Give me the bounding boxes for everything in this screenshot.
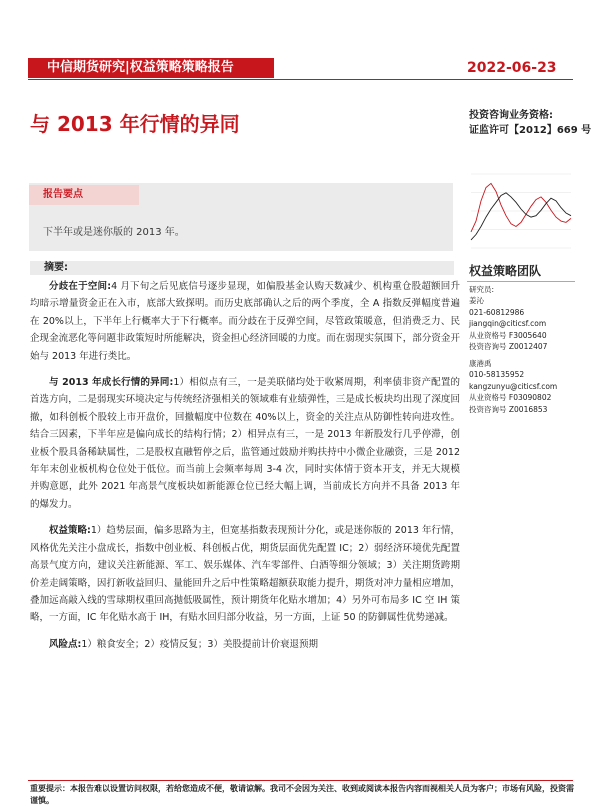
researcher-role: 研究员: [469, 285, 495, 294]
paragraph-2013-comparison [30, 374, 460, 513]
footer-divider [28, 780, 573, 781]
analyst-license: 从业资格号 F3005640 [469, 330, 547, 340]
paragraph-lead: 分歧在于空间: [49, 281, 112, 292]
analyst-name: 康港禹 [469, 359, 492, 368]
team-divider [467, 281, 575, 282]
report-title: 与 2013 年行情的异同 [30, 112, 240, 136]
summary-text: 下半年或是迷你版的 2013 年。 [43, 227, 185, 238]
paragraph-lead: 风险点: [49, 638, 82, 650]
abstract-label: 摘要: [30, 261, 454, 275]
analyst-license: 从业资格号 F03090802 [469, 393, 552, 403]
paragraph-space-divergence [30, 278, 460, 365]
paragraph-equity-strategy [30, 522, 460, 626]
paragraph-lead: 权益策略: [49, 525, 91, 537]
analyst-phone: 010-58135952 [469, 370, 525, 380]
paragraph-risks [30, 636, 460, 653]
footer-disclaimer: 重要提示：本报告难以设置访问权限，若给您造成不便，敬请谅解。我司不会因为关注、收到或阅读本报告内容而视相关人员为客户；市场有风险，投资需谨慎。 [30, 784, 574, 805]
header-divider [28, 79, 573, 80]
paragraph-text: 1）趋势层面，偏多思路为主，但宽基指数表现预计分化，或是迷你版的 2013 年行情，风格优先关注小盘成长，指数中创业板、科创板占优，期货层面优先配置 IC；2）弱经济环境优先配置高景气度方向，建议关注新能源、军工、娱乐媒体、汽车零部件、白酒等细分领域；3）关注期货跨期价差走阔策略，因打新收益回归、量能回升之后中性策略超额获取能力提升，期货对冲力量相应增加，叠加远高敲入线的雪球期权重回高抛低吸属性，预计期货年化贴水增加；4）另外可布局多 IC 空 IH 策略，一方面，IC 年化贴水高于 IH，有贴水回归部分收益，另一方面，上证 50 的防御属性优势递减。 [30, 525, 460, 624]
analyst-email[interactable]: jiangqin@citicsf.com [469, 319, 547, 329]
report-body [30, 278, 460, 662]
qualification-block [469, 108, 591, 138]
qualification-line-2: 证监许可【2012】669 号 [469, 125, 592, 136]
analyst-phone: 021-60812986 [469, 307, 525, 317]
analyst-card-2 [469, 358, 557, 415]
report-date: 2022-06-23 [467, 60, 557, 76]
analyst-card-1 [469, 284, 547, 352]
analyst-email[interactable]: kangzunyu@citicsf.com [469, 381, 558, 391]
summary-box [29, 183, 453, 251]
mini-line-chart [467, 166, 575, 256]
paragraph-lead: 与 2013 年成长行情的异同: [49, 377, 174, 389]
paragraph-text: 4 月下旬之后见底信号逐步显现，如偏股基金认购天数减少、机构重仓股超额回升均暗示增量资金正在入市，底部大致探明。而历史底部确认之后的两个季度，全 A 指数反弹幅度普遍在 20%以上，下半年上行概率大于下行概率。而分歧在于反弹空间，尽管政策暖意，但消费乏力、民企现金流恶化等问题非政策短时所能解决，资金担心经济回暖的力度。而在弱现实氛围下，部分资金开始与 2013 年进行类比。 [30, 281, 460, 362]
paragraph-text: 1）相似点有三，一是美联储均处于收紧周期，利率债非资产配置的首选方向，二是弱现实环境决定与传统经济强相关的领域难有业绩弹性，三是成长板块均出现了深度回撤，如科创板个股较上市开盘价，回撤幅度中位数在 40%以上，资金的关注点从防御性转向进攻性。结合三因素，下半年应是偏向成长的结构行情；2）相异点有三，一是 2013 年新股发行几乎停滞，创业板个股具备稀缺属性，二是股权直融暂停之后，监管通过鼓励并购扶持中小微企业融资，三是 2012 年年末创业板机构仓位处于低位。而当前上会频率每周 3-4 次，同时实体情于资本开支，并无大规模并购意愿，此外 2021 年高景气度板块如新能源仓位已经大幅上调，当前成长方向并不具备 2013 年的爆发力。 [30, 377, 461, 510]
analyst-advisory-license: 投资咨询号 Z0012407 [469, 342, 548, 352]
analyst-name: 姜沁 [469, 296, 484, 306]
summary-label: 报告要点 [29, 185, 139, 205]
team-title: 权益策略团队 [469, 264, 542, 278]
paragraph-text: 1）粮食安全；2）疫情反复；3）美股提前计价衰退预期 [81, 638, 318, 650]
report-brand-banner: 中信期货研究|权益策略策略报告 [28, 58, 274, 78]
analyst-advisory-license: 投资咨询号 Z0016853 [469, 404, 548, 414]
qualification-line-1: 投资咨询业务资格: [469, 110, 553, 121]
